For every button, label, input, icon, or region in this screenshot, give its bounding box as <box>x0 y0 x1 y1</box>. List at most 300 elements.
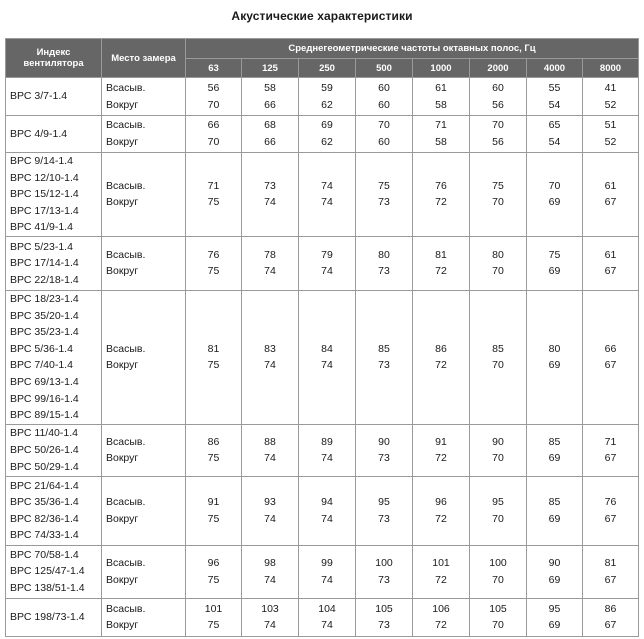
fan-index-cell <box>6 476 102 545</box>
level-intake: 93 <box>264 496 276 509</box>
level-intake: 56 <box>207 81 220 94</box>
level-cell <box>413 424 470 476</box>
fan-index-cell <box>6 153 102 237</box>
level-around: 74 <box>321 196 333 209</box>
page-title: Акустические характеристики <box>231 9 413 23</box>
level-intake: 58 <box>264 81 276 94</box>
level-around: 56 <box>492 136 504 148</box>
level-around: 70 <box>492 452 504 465</box>
level-around: 70 <box>492 196 504 209</box>
level-intake: 88 <box>264 435 276 448</box>
place-intake: Всасыв. <box>106 81 146 94</box>
level-intake: 83 <box>264 342 276 355</box>
fan-model: ВРС 11/40-1.4 <box>10 427 78 440</box>
level-around: 60 <box>378 98 390 111</box>
level-around: 73 <box>378 359 390 372</box>
place-around: Вокруг <box>106 512 139 525</box>
level-around: 62 <box>321 136 333 148</box>
level-cell <box>356 545 413 598</box>
fan-model: ВРС 50/29-1.4 <box>10 460 79 473</box>
table-row <box>6 116 639 153</box>
level-around: 70 <box>492 619 504 632</box>
level-cell <box>527 476 583 545</box>
level-cell <box>413 78 470 116</box>
level-around: 70 <box>492 512 504 525</box>
level-cell <box>186 545 242 598</box>
level-intake: 94 <box>321 496 333 509</box>
level-around: 74 <box>264 512 276 525</box>
level-intake: 95 <box>378 496 390 509</box>
fan-index-cell <box>6 290 102 424</box>
level-intake: 90 <box>492 435 504 448</box>
level-around: 75 <box>207 573 220 586</box>
level-cell <box>470 424 527 476</box>
level-intake: 103 <box>261 602 279 615</box>
table-row <box>6 598 639 636</box>
place-intake: Всасыв. <box>106 342 146 355</box>
level-intake: 41 <box>604 81 617 94</box>
level-around: 75 <box>207 619 220 632</box>
level-cell <box>356 153 413 237</box>
level-cell <box>186 153 242 237</box>
level-cell <box>583 236 639 290</box>
level-cell <box>583 598 639 636</box>
level-around: 69 <box>548 265 561 278</box>
level-intake: 101 <box>432 557 450 570</box>
header-freq: 8000 <box>583 59 639 78</box>
level-cell <box>527 424 583 476</box>
level-around: 69 <box>548 359 561 372</box>
level-intake: 85 <box>548 435 561 448</box>
level-around: 69 <box>548 196 561 209</box>
level-cell <box>242 78 299 116</box>
level-around: 74 <box>321 265 333 278</box>
level-cell <box>299 78 356 116</box>
level-around: 58 <box>435 136 447 148</box>
header-freq: 63 <box>186 59 242 78</box>
level-intake: 61 <box>604 248 617 261</box>
level-cell <box>299 236 356 290</box>
level-around: 75 <box>207 196 220 209</box>
level-around: 69 <box>548 573 561 586</box>
level-intake: 61 <box>435 81 447 94</box>
level-around: 56 <box>492 98 504 111</box>
level-intake: 75 <box>548 248 561 261</box>
level-intake: 86 <box>604 602 617 615</box>
level-intake: 81 <box>435 248 447 261</box>
level-around: 69 <box>548 619 561 632</box>
level-around: 70 <box>492 573 504 586</box>
level-around: 58 <box>435 98 447 111</box>
fan-model: ВРС 70/58-1.4 <box>10 548 79 561</box>
level-around: 75 <box>207 452 220 465</box>
level-cell <box>527 236 583 290</box>
level-intake: 85 <box>548 496 561 509</box>
fan-model: ВРС 99/16-1.4 <box>10 392 79 405</box>
table-row <box>6 290 639 424</box>
level-cell <box>299 116 356 153</box>
header-freq: 500 <box>356 59 413 78</box>
place-around: Вокруг <box>106 136 139 148</box>
level-intake: 90 <box>548 557 561 570</box>
level-intake: 60 <box>378 81 390 94</box>
place-around: Вокруг <box>106 98 139 111</box>
fan-index-cell <box>6 598 102 636</box>
level-cell <box>186 476 242 545</box>
level-around: 67 <box>604 512 617 525</box>
fan-model: ВРС 138/51-1.4 <box>10 582 85 595</box>
header-index: Индекс вентилятора <box>6 39 102 78</box>
level-around: 52 <box>604 98 617 111</box>
fan-model: ВРС 3/7-1.4 <box>10 90 68 103</box>
level-intake: 80 <box>548 342 561 355</box>
level-around: 70 <box>492 265 504 278</box>
fan-index-cell <box>6 236 102 290</box>
level-cell <box>527 78 583 116</box>
level-cell <box>413 545 470 598</box>
level-cell <box>299 290 356 424</box>
fan-model: ВРС 17/14-1.4 <box>10 257 79 270</box>
level-around: 72 <box>435 196 447 209</box>
fan-model: ВРС 35/20-1.4 <box>10 309 79 322</box>
fan-model: ВРС 50/26-1.4 <box>10 443 79 456</box>
level-around: 74 <box>264 452 276 465</box>
level-around: 74 <box>321 619 333 632</box>
level-around: 73 <box>378 452 390 465</box>
place-around: Вокруг <box>106 573 139 586</box>
level-cell <box>413 153 470 237</box>
place-intake: Всасыв. <box>106 179 146 192</box>
fan-model: ВРС 9/14-1.4 <box>10 155 73 167</box>
level-around: 75 <box>207 265 220 278</box>
level-around: 74 <box>264 265 276 278</box>
place-around: Вокруг <box>106 196 139 209</box>
level-cell <box>470 545 527 598</box>
level-around: 73 <box>378 196 390 209</box>
measure-place-cell <box>102 424 186 476</box>
level-intake: 65 <box>548 119 561 132</box>
level-intake: 70 <box>492 119 504 132</box>
level-around: 66 <box>264 136 276 148</box>
level-intake: 76 <box>604 496 617 509</box>
fan-model: ВРС 7/40-1.4 <box>10 359 73 372</box>
level-around: 72 <box>435 359 447 372</box>
level-around: 54 <box>548 136 561 148</box>
level-cell <box>583 424 639 476</box>
level-cell <box>583 116 639 153</box>
level-intake: 76 <box>435 179 447 192</box>
level-around: 66 <box>264 98 276 111</box>
header-freq: 1000 <box>413 59 470 78</box>
header-place: Место замера <box>102 39 186 78</box>
level-intake: 96 <box>207 557 220 570</box>
acoustic-table <box>5 38 639 637</box>
level-cell <box>527 598 583 636</box>
place-around: Вокруг <box>106 265 139 278</box>
fan-index-cell <box>6 545 102 598</box>
level-intake: 91 <box>207 496 220 509</box>
level-around: 74 <box>264 359 276 372</box>
level-around: 74 <box>264 196 276 209</box>
table-row <box>6 424 639 476</box>
level-intake: 71 <box>435 119 447 132</box>
fan-model: ВРС 69/13-1.4 <box>10 375 79 388</box>
level-cell <box>356 78 413 116</box>
level-around: 73 <box>378 573 390 586</box>
level-around: 67 <box>604 619 617 632</box>
level-cell <box>470 290 527 424</box>
fan-model: ВРС 35/23-1.4 <box>10 326 79 339</box>
level-cell <box>413 236 470 290</box>
level-cell <box>242 598 299 636</box>
measure-place-cell <box>102 545 186 598</box>
level-around: 73 <box>378 619 390 632</box>
level-around: 72 <box>435 512 447 525</box>
level-cell <box>242 424 299 476</box>
level-cell <box>242 545 299 598</box>
table-row <box>6 236 639 290</box>
measure-place-cell <box>102 476 186 545</box>
fan-model: ВРС 35/36-1.4 <box>10 496 79 509</box>
level-around: 69 <box>548 452 561 465</box>
level-intake: 104 <box>318 602 336 615</box>
place-intake: Всасыв. <box>106 557 146 570</box>
level-cell <box>583 78 639 116</box>
level-intake: 79 <box>321 248 333 261</box>
fan-model: ВРС 5/23-1.4 <box>10 240 73 253</box>
measure-place-cell <box>102 236 186 290</box>
fan-index-cell <box>6 78 102 116</box>
level-cell <box>583 153 639 237</box>
level-cell <box>583 476 639 545</box>
level-around: 72 <box>435 452 447 465</box>
level-intake: 95 <box>492 496 504 509</box>
level-around: 60 <box>378 136 390 148</box>
level-around: 69 <box>548 512 561 525</box>
level-cell <box>470 476 527 545</box>
level-intake: 91 <box>435 435 447 448</box>
level-around: 54 <box>548 98 561 111</box>
level-cell <box>527 545 583 598</box>
fan-model: ВРС 41/9-1.4 <box>10 221 73 234</box>
level-cell <box>186 598 242 636</box>
level-around: 75 <box>207 359 220 372</box>
level-intake: 68 <box>264 119 276 132</box>
fan-model: ВРС 15/12-1.4 <box>10 188 79 201</box>
level-cell <box>186 424 242 476</box>
level-around: 74 <box>321 359 333 372</box>
level-around: 72 <box>435 573 447 586</box>
measure-place-cell <box>102 78 186 116</box>
fan-model: ВРС 4/9-1.4 <box>10 127 68 140</box>
level-around: 67 <box>604 196 617 209</box>
level-cell <box>356 236 413 290</box>
level-intake: 71 <box>604 435 617 448</box>
level-intake: 85 <box>492 342 504 355</box>
place-intake: Всасыв. <box>106 435 146 448</box>
level-cell <box>242 153 299 237</box>
place-intake: Всасыв. <box>106 602 146 615</box>
level-intake: 76 <box>207 248 220 261</box>
level-intake: 59 <box>321 81 333 94</box>
measure-place-cell <box>102 153 186 237</box>
fan-model: ВРС 17/13-1.4 <box>10 204 79 217</box>
level-cell <box>186 78 242 116</box>
level-cell <box>299 153 356 237</box>
level-cell <box>242 116 299 153</box>
place-around: Вокруг <box>106 619 139 632</box>
level-around: 67 <box>604 359 617 372</box>
level-intake: 101 <box>204 602 223 615</box>
fan-model: ВРС 22/18-1.4 <box>10 273 79 286</box>
level-intake: 96 <box>435 496 447 509</box>
header-freq-group: Среднегеометрические частоты октавных полос, Гц <box>186 39 639 59</box>
level-intake: 51 <box>604 119 617 132</box>
table-row <box>6 476 639 545</box>
level-cell <box>356 290 413 424</box>
fan-model: ВРС 198/73-1.4 <box>10 610 85 623</box>
level-intake: 73 <box>264 179 276 192</box>
level-cell <box>527 153 583 237</box>
level-around: 67 <box>604 452 617 465</box>
level-around: 62 <box>321 98 333 111</box>
place-around: Вокруг <box>106 452 139 465</box>
fan-model: ВРС 12/10-1.4 <box>10 171 79 184</box>
level-around: 70 <box>492 359 504 372</box>
level-around: 74 <box>321 452 333 465</box>
level-cell <box>527 290 583 424</box>
level-intake: 81 <box>207 342 220 355</box>
level-intake: 61 <box>604 179 617 192</box>
place-around: Вокруг <box>106 359 139 372</box>
level-cell <box>470 116 527 153</box>
level-cell <box>299 476 356 545</box>
level-intake: 66 <box>604 342 617 355</box>
level-intake: 106 <box>432 602 450 615</box>
level-cell <box>470 153 527 237</box>
level-intake: 95 <box>548 602 561 615</box>
level-intake: 70 <box>378 119 390 132</box>
level-around: 70 <box>207 136 220 148</box>
level-cell <box>299 545 356 598</box>
level-cell <box>470 598 527 636</box>
level-around: 73 <box>378 512 390 525</box>
level-cell <box>356 598 413 636</box>
level-around: 73 <box>378 265 390 278</box>
level-intake: 70 <box>548 179 561 192</box>
level-around: 74 <box>264 573 276 586</box>
level-intake: 80 <box>492 248 504 261</box>
level-around: 74 <box>264 619 276 632</box>
level-cell <box>186 116 242 153</box>
header-freq: 2000 <box>470 59 527 78</box>
level-cell <box>583 545 639 598</box>
level-intake: 69 <box>321 119 333 132</box>
measure-place-cell <box>102 598 186 636</box>
level-cell <box>413 116 470 153</box>
place-intake: Всасыв. <box>106 496 146 509</box>
level-cell <box>356 424 413 476</box>
level-intake: 75 <box>378 179 390 192</box>
level-cell <box>299 424 356 476</box>
level-cell <box>413 290 470 424</box>
level-intake: 78 <box>264 248 276 261</box>
level-around: 74 <box>321 512 333 525</box>
level-intake: 85 <box>378 342 390 355</box>
fan-model: ВРС 82/36-1.4 <box>10 512 79 525</box>
level-intake: 99 <box>321 557 333 570</box>
level-cell <box>413 598 470 636</box>
level-cell <box>583 290 639 424</box>
header-freq: 125 <box>242 59 299 78</box>
header-freq: 4000 <box>527 59 583 78</box>
level-around: 74 <box>321 573 333 586</box>
fan-model: ВРС 74/33-1.4 <box>10 529 79 542</box>
level-cell <box>413 476 470 545</box>
level-cell <box>527 116 583 153</box>
header-freq: 250 <box>299 59 356 78</box>
level-cell <box>299 598 356 636</box>
level-intake: 75 <box>492 179 504 192</box>
level-intake: 100 <box>375 557 393 570</box>
level-around: 75 <box>207 512 220 525</box>
level-intake: 98 <box>264 557 276 570</box>
level-cell <box>242 236 299 290</box>
level-intake: 86 <box>207 435 220 448</box>
measure-place-cell <box>102 116 186 153</box>
fan-model: ВРС 89/15-1.4 <box>10 409 79 422</box>
level-intake: 89 <box>321 435 333 448</box>
level-around: 67 <box>604 573 617 586</box>
fan-index-cell <box>6 116 102 153</box>
level-around: 70 <box>207 98 220 111</box>
level-around: 72 <box>435 265 447 278</box>
level-intake: 66 <box>207 119 220 132</box>
level-intake: 55 <box>548 81 561 94</box>
level-cell <box>186 236 242 290</box>
place-intake: Всасыв. <box>106 248 146 261</box>
level-cell <box>470 236 527 290</box>
level-intake: 81 <box>604 557 617 570</box>
fan-model: ВРС 18/23-1.4 <box>10 292 79 305</box>
fan-model: ВРС 21/64-1.4 <box>10 479 79 492</box>
fan-model: ВРС 125/47-1.4 <box>10 565 85 578</box>
place-intake: Всасыв. <box>106 119 146 132</box>
fan-index-cell <box>6 424 102 476</box>
level-around: 67 <box>604 265 617 278</box>
fan-model: ВРС 5/36-1.4 <box>10 342 73 355</box>
table-row <box>6 78 639 116</box>
table-row <box>6 545 639 598</box>
level-cell <box>242 476 299 545</box>
level-intake: 90 <box>378 435 390 448</box>
level-around: 52 <box>604 136 617 148</box>
level-intake: 84 <box>321 342 333 355</box>
measure-place-cell <box>102 290 186 424</box>
table-row <box>6 153 639 237</box>
level-intake: 100 <box>489 557 507 570</box>
level-cell <box>186 290 242 424</box>
level-around: 72 <box>435 619 447 632</box>
level-intake: 80 <box>378 248 390 261</box>
level-intake: 71 <box>207 179 220 192</box>
level-intake: 74 <box>321 179 333 192</box>
level-intake: 105 <box>489 602 507 615</box>
level-cell <box>356 116 413 153</box>
level-intake: 86 <box>435 342 447 355</box>
level-cell <box>470 78 527 116</box>
level-intake: 105 <box>375 602 393 615</box>
